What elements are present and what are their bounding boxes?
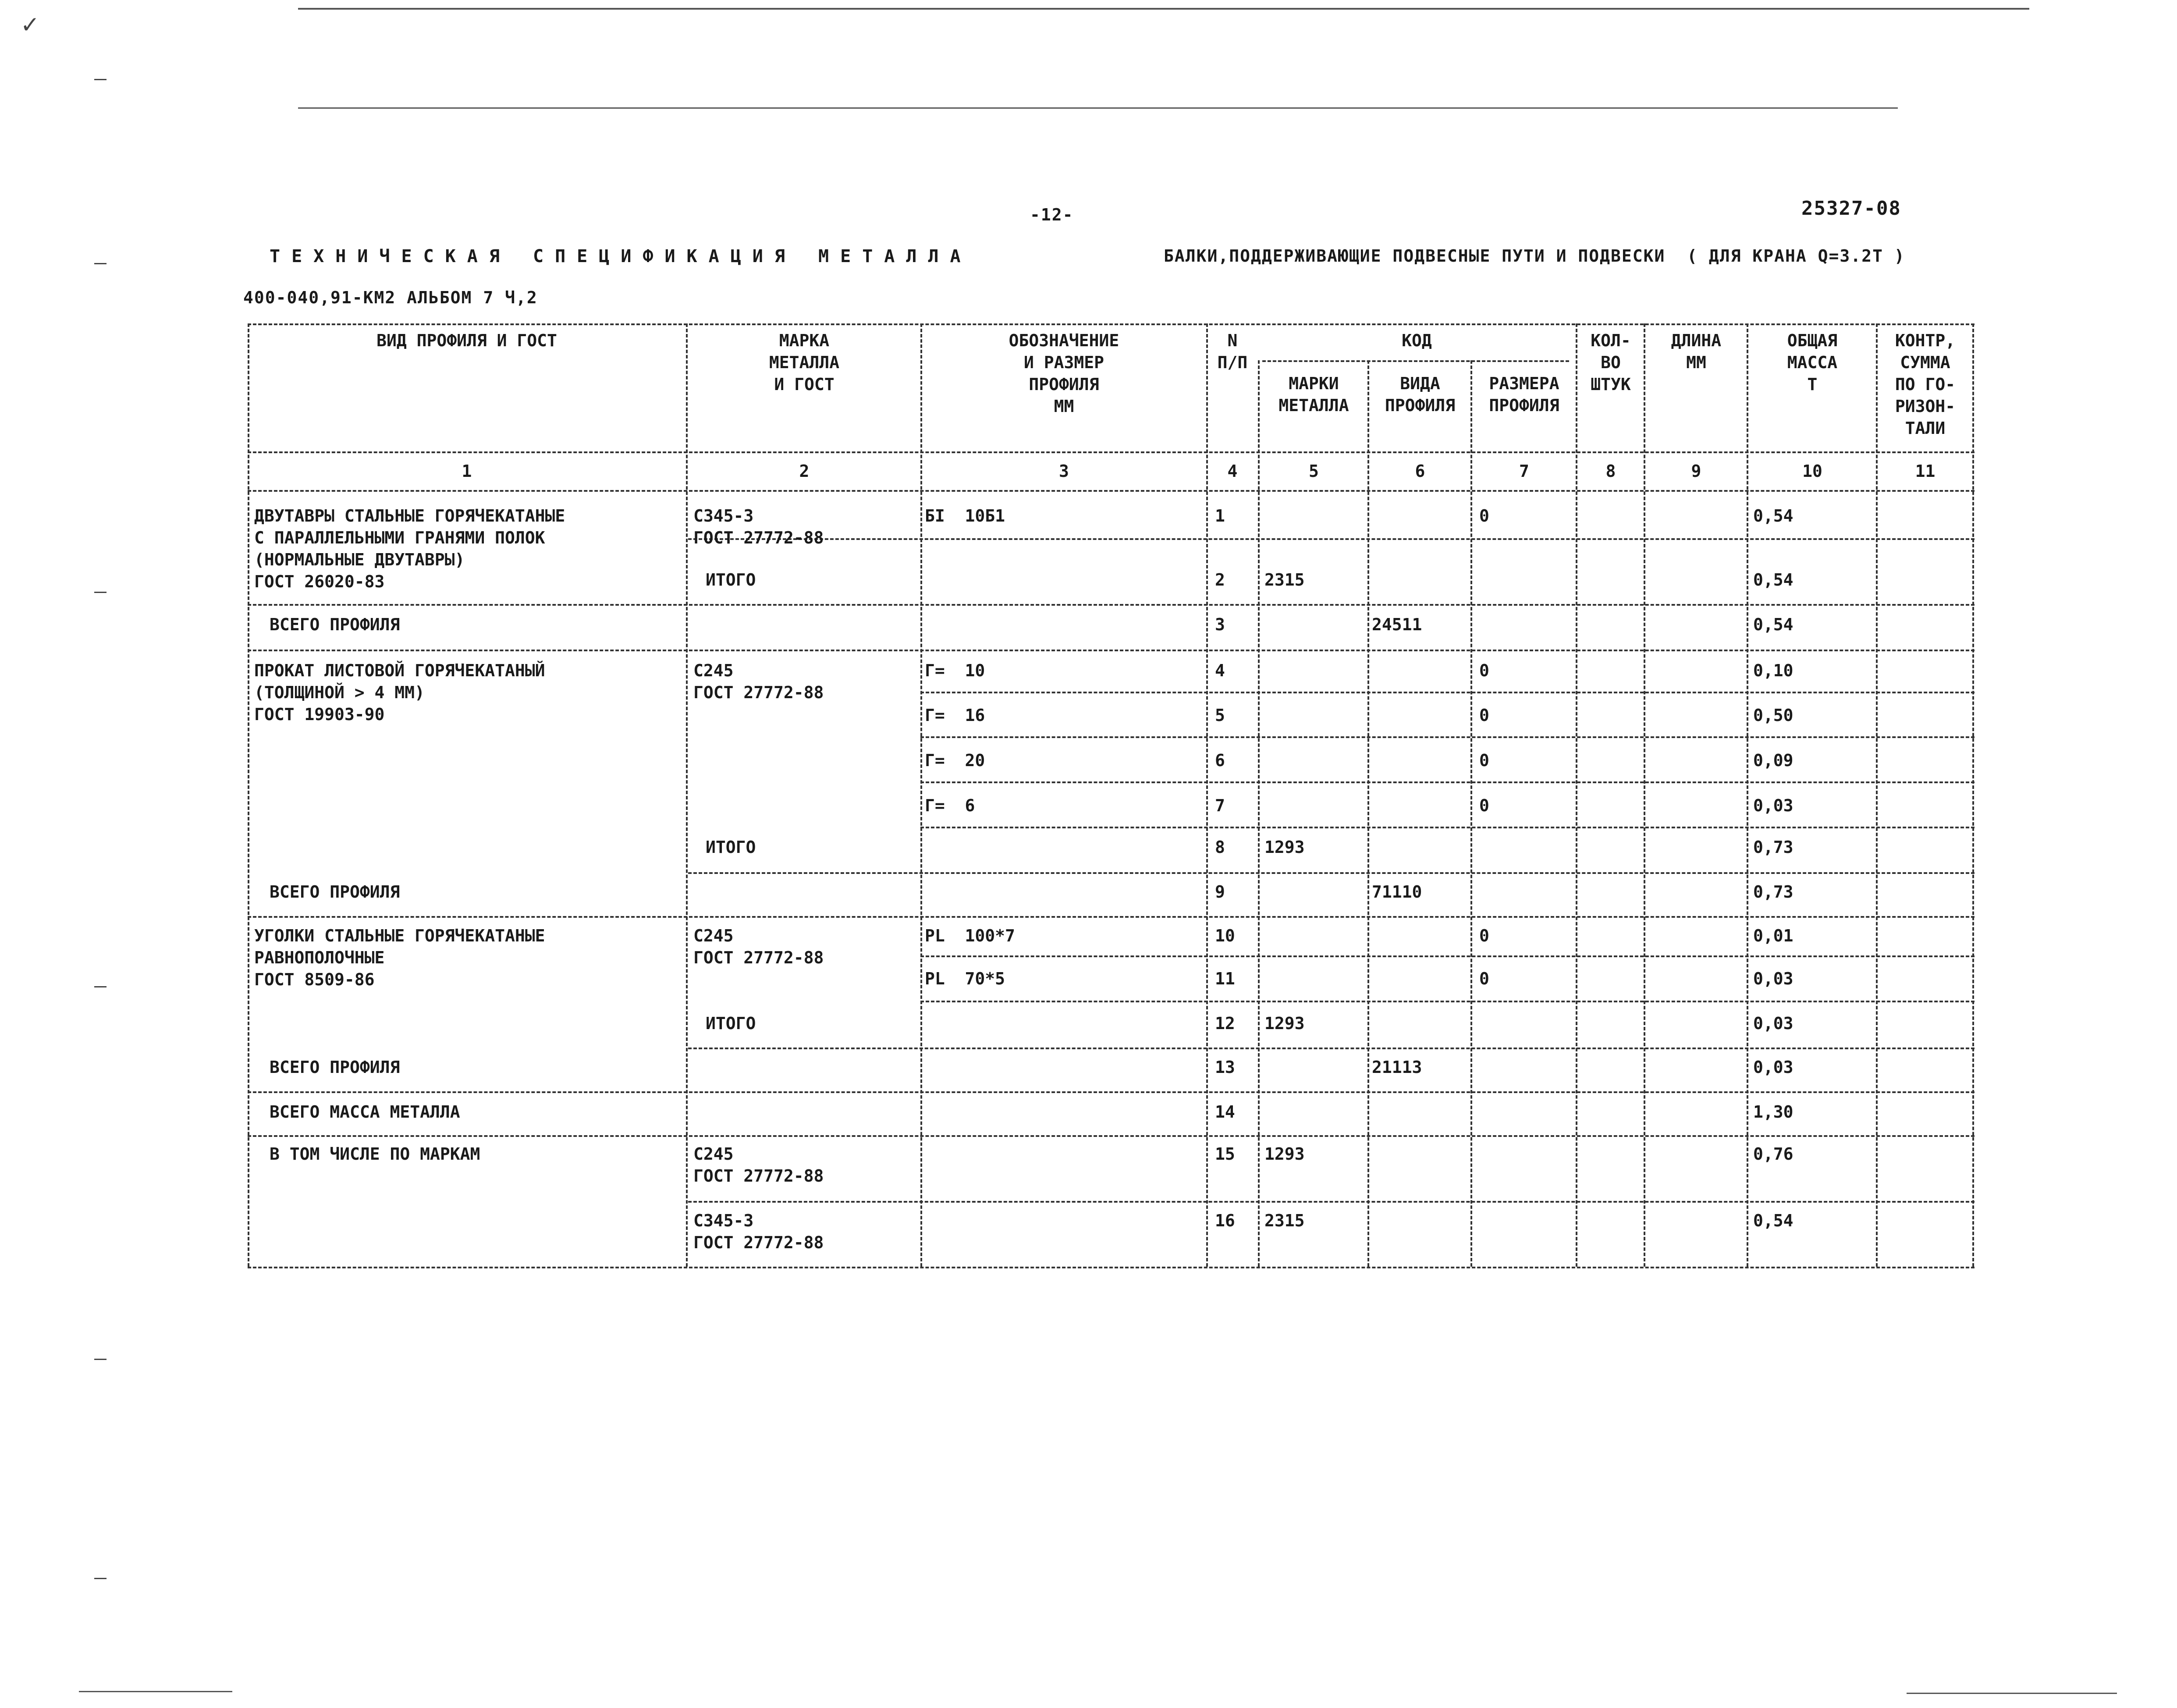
item-number: 12 xyxy=(1215,1014,1235,1033)
group-profile-angles: УГОЛКИ СТАЛЬНЫЕ ГОРЯЧЕКАТАНЫЕ РАВНОПОЛОЧНЫЕ ГОСТ 8509-86 xyxy=(254,926,545,989)
subtotal-label: ИТОГО xyxy=(706,838,756,857)
profile-designation: Г= 16 xyxy=(925,706,985,725)
margin-tick xyxy=(94,986,107,987)
profile-size-code: 0 xyxy=(1479,661,1489,680)
item-number: 11 xyxy=(1215,969,1235,988)
column-number: 11 xyxy=(1915,462,1936,481)
check-mark-icon: ✓ xyxy=(22,9,38,39)
by-marks-label: В ТОМ ЧИСЛЕ ПО МАРКАМ xyxy=(270,1144,480,1164)
by-marks-mark-2: С345-3 ГОСТ 27772-88 xyxy=(693,1211,824,1252)
profile-designation: Г= 20 xyxy=(925,751,985,770)
subtotal-label: ИТОГО xyxy=(706,1014,756,1033)
profile-total-label: ВСЕГО ПРОФИЛЯ xyxy=(270,1058,400,1077)
total-mass: 1,30 xyxy=(1753,1102,1793,1122)
item-number: 10 xyxy=(1215,926,1235,945)
total-mass: 0,73 xyxy=(1753,882,1793,902)
profile-size-code: 0 xyxy=(1479,706,1489,725)
header-code-metal-mark: МАРКИ МЕТАЛЛА xyxy=(1278,374,1349,415)
item-number: 4 xyxy=(1215,661,1225,680)
profile-designation: Г= 10 xyxy=(925,661,985,680)
profile-size-code: 0 xyxy=(1479,751,1489,770)
profile-designation: БI 10Б1 xyxy=(925,506,1005,526)
item-number: 6 xyxy=(1215,751,1225,770)
item-number: 9 xyxy=(1215,882,1225,902)
item-number: 8 xyxy=(1215,838,1225,857)
total-mass: 0,73 xyxy=(1753,838,1793,857)
item-number: 13 xyxy=(1215,1058,1235,1077)
scan-bottom-line xyxy=(79,1691,232,1692)
scan-top-line-1 xyxy=(298,8,2029,10)
total-mass: 0,01 xyxy=(1753,926,1793,945)
header-code-profile-size: РАЗМЕРА ПРОФИЛЯ xyxy=(1489,374,1559,415)
header-code-profile-type: ВИДА ПРОФИЛЯ xyxy=(1385,374,1456,415)
total-mass: 0,54 xyxy=(1753,570,1793,589)
item-number: 3 xyxy=(1215,615,1225,634)
total-mass: 0,03 xyxy=(1753,796,1793,815)
item-number: 7 xyxy=(1215,796,1225,815)
profile-designation: PL 70*5 xyxy=(925,969,1005,988)
profile-size-code: 0 xyxy=(1479,796,1489,815)
total-mass: 0,03 xyxy=(1753,969,1793,988)
column-number: 2 xyxy=(799,462,810,481)
group-mark-angles: С245 ГОСТ 27772-88 xyxy=(693,926,824,967)
page-number: -12- xyxy=(1030,205,1074,224)
item-number: 2 xyxy=(1215,570,1225,589)
margin-tick xyxy=(94,263,107,264)
total-mass: 0,76 xyxy=(1753,1144,1793,1164)
header-length: ДЛИНА ММ xyxy=(1671,331,1722,372)
header-control-sum: КОНТР, СУММА ПО ГО- РИЗОН- ТАЛИ xyxy=(1895,331,1956,438)
item-number: 15 xyxy=(1215,1144,1235,1164)
metal-mark-code: 1293 xyxy=(1264,1014,1305,1033)
total-mass: 0,09 xyxy=(1753,751,1793,770)
column-number: 1 xyxy=(462,462,472,481)
profile-total-label: ВСЕГО ПРОФИЛЯ xyxy=(270,615,400,634)
total-mass: 0,54 xyxy=(1753,1211,1793,1230)
group-profile-beams: ДВУТАВРЫ СТАЛЬНЫЕ ГОРЯЧЕКАТАНЫЕ С ПАРАЛЛЕЛЬНЫМИ ГРАНЯМИ ПОЛОК (НОРМАЛЬНЫЕ ДВУТАВРЫ) ГОСТ 26020-83 xyxy=(254,506,565,591)
metal-mark-code: 1293 xyxy=(1264,838,1305,857)
column-number: 3 xyxy=(1059,462,1069,481)
group-profile-sheet: ПРОКАТ ЛИСТОВОЙ ГОРЯЧЕКАТАНЫЙ (ТОЛЩИНОЙ > 4 ММ) ГОСТ 19903-90 xyxy=(254,661,545,724)
margin-tick xyxy=(94,592,107,593)
scan-top-line-2 xyxy=(298,107,1898,109)
total-mass: 0,50 xyxy=(1753,706,1793,725)
spec-subject: БАЛКИ,ПОДДЕРЖИВАЮЩИЕ ПОДВЕСНЫЕ ПУТИ И ПОДВЕСКИ ( ДЛЯ КРАНА Q=3.2Т ) xyxy=(1164,246,1905,266)
header-profile-designation: ОБОЗНАЧЕНИЕ И РАЗМЕР ПРОФИЛЯ ММ xyxy=(1009,331,1119,416)
column-number: 6 xyxy=(1415,462,1425,481)
total-mass: 0,03 xyxy=(1753,1058,1793,1077)
group-mark-sheet: С245 ГОСТ 27772-88 xyxy=(693,661,824,702)
margin-tick xyxy=(94,79,107,80)
column-number: 10 xyxy=(1802,462,1822,481)
total-mass: 0,03 xyxy=(1753,1014,1793,1033)
profile-size-code: 0 xyxy=(1479,969,1489,988)
item-number: 16 xyxy=(1215,1211,1235,1230)
spec-title: ТЕХНИЧЕСКАЯ СПЕЦИФИКАЦИЯ МЕТАЛЛА xyxy=(270,246,972,266)
profile-size-code: 0 xyxy=(1479,926,1489,945)
document-number: 25327-08 xyxy=(1801,197,1901,220)
scan-bottom-line xyxy=(1907,1693,2117,1694)
album-reference: 400-040,91-КМ2 АЛЬБОМ 7 Ч,2 xyxy=(243,288,538,307)
header-metal-mark: МАРКА МЕТАЛЛА И ГОСТ xyxy=(769,331,840,394)
metal-mark-code: 2315 xyxy=(1264,1211,1305,1230)
subtotal-label: ИТОГО xyxy=(706,570,756,589)
item-number: 1 xyxy=(1215,506,1225,526)
column-number: 4 xyxy=(1227,462,1238,481)
header-profile-gost: ВИД ПРОФИЛЯ И ГОСТ xyxy=(376,331,557,350)
margin-tick xyxy=(94,1359,107,1360)
item-number: 14 xyxy=(1215,1102,1235,1122)
total-mass: 0,10 xyxy=(1753,661,1793,680)
metal-mark-code: 1293 xyxy=(1264,1144,1305,1164)
header-item-number: N П/П xyxy=(1217,331,1248,372)
profile-designation: Г= 6 xyxy=(925,796,975,815)
total-mass: 0,54 xyxy=(1753,615,1793,634)
by-marks-mark-1: С245 ГОСТ 27772-88 xyxy=(693,1144,824,1186)
column-number: 9 xyxy=(1691,462,1701,481)
header-code: КОД xyxy=(1402,331,1432,350)
profile-total-label: ВСЕГО ПРОФИЛЯ xyxy=(270,882,400,902)
profile-designation: PL 100*7 xyxy=(925,926,1015,945)
total-metal-mass-label: ВСЕГО МАССА МЕТАЛЛА xyxy=(270,1102,460,1122)
column-number: 7 xyxy=(1519,462,1529,481)
metal-mark-code: 2315 xyxy=(1264,570,1305,589)
header-total-mass: ОБЩАЯ МАССА Т xyxy=(1787,331,1838,394)
column-number: 5 xyxy=(1309,462,1319,481)
profile-type-code: 71110 xyxy=(1372,882,1422,902)
header-quantity: КОЛ- ВО ШТУК xyxy=(1591,331,1631,394)
profile-type-code: 24511 xyxy=(1372,615,1422,634)
item-number: 5 xyxy=(1215,706,1225,725)
column-number: 8 xyxy=(1605,462,1616,481)
profile-type-code: 21113 xyxy=(1372,1058,1422,1077)
profile-size-code: 0 xyxy=(1479,506,1489,526)
group-mark-beams: С345-3 ГОСТ 27772-88 xyxy=(693,506,824,547)
total-mass: 0,54 xyxy=(1753,506,1793,526)
margin-tick xyxy=(94,1578,107,1579)
